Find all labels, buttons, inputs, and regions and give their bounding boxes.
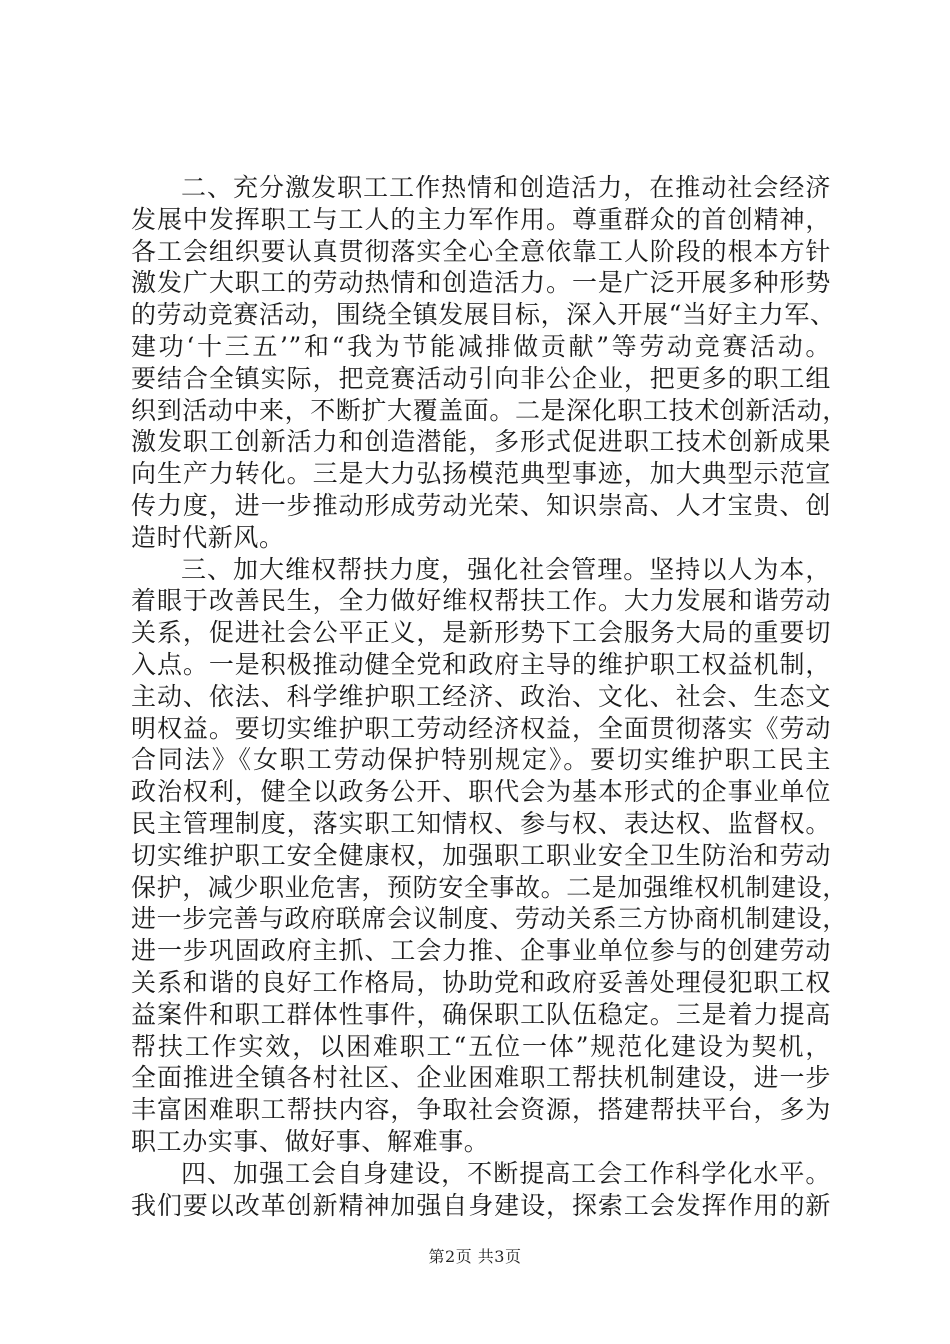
- text-line: 全面推进全镇各村社区、企业困难职工帮扶机制建设，进一步: [131, 1063, 831, 1093]
- text-line: 造时代新风。: [131, 522, 285, 552]
- text-line: 激发职工创新活力和创造潜能，多形式促进职工技术创新成果: [131, 427, 831, 457]
- text-line: 着眼于改善民生，全力做好维权帮扶工作。大力发展和谐劳动: [131, 586, 831, 616]
- text-line: 进一步巩固政府主抓、工会力推、企事业单位参与的创建劳动: [131, 936, 831, 966]
- text-line: 激发广大职工的劳动热情和创造活力。一是广泛开展多种形势: [131, 268, 831, 298]
- text-line: 益案件和职工群体性事件，确保职工队伍稳定。三是着力提高: [131, 999, 831, 1029]
- text-line: 民主管理制度，落实职工知情权、参与权、表达权、监督权。: [131, 808, 831, 838]
- paragraph-2: [131, 172, 848, 554]
- text-line: 发展中发挥职工与工人的主力军作用。尊重群众的首创精神，: [131, 204, 831, 234]
- text-line: 传力度，进一步推动形成劳动光荣、知识崇高、人才宝贵、创: [131, 490, 831, 520]
- text-line: 合同法》《女职工劳动保护特别规定》。要切实维护职工民主: [131, 745, 831, 775]
- text-line: 保护，减少职业危害，预防安全事故。二是加强维权机制建设，: [131, 872, 848, 902]
- text-line: 职工办实事、做好事、解难事。: [131, 1126, 490, 1156]
- page-number-footer: 第2页 共3页: [428, 1247, 522, 1266]
- text-line: 丰富困难职工帮扶内容，争取社会资源，搭建帮扶平台，多为: [131, 1095, 831, 1125]
- paragraph-4: [131, 1158, 831, 1222]
- text-line: 明权益。要切实维护职工劳动经济权益，全面贯彻落实《劳动: [131, 713, 831, 743]
- text-line: 向生产力转化。三是大力弘扬模范典型事迹，加大典型示范宣: [131, 459, 831, 489]
- text-line: 切实维护职工安全健康权，加强职工职业安全卫生防治和劳动: [131, 840, 831, 870]
- text-line: 帮扶工作实效，以困难职工“五位一体”规范化建设为契机，: [131, 1031, 831, 1061]
- text-line: 四、加强工会自身建设，不断提高工会工作科学化水平。: [181, 1158, 831, 1188]
- document-body: [131, 172, 848, 1221]
- text-line: 政治权利，健全以政务公开、职代会为基本形式的企事业单位: [131, 777, 831, 807]
- text-line: 要结合全镇实际，把竞赛活动引向非公企业，把更多的职工组: [131, 363, 831, 393]
- text-line: 进一步完善与政府联席会议制度、劳动关系三方协商机制建设，: [131, 904, 848, 934]
- text-line: 各工会组织要认真贯彻落实全心全意依靠工人阶段的根本方针: [131, 236, 831, 266]
- text-line: 二、充分激发职工工作热情和创造活力，在推动社会经济: [181, 173, 831, 202]
- text-line: 建功‘十三五’”和“我为节能减排做贡献”等劳动竞赛活动。: [131, 331, 831, 361]
- text-line: 入点。一是积极推动健全党和政府主导的维护职工权益机制，: [131, 649, 831, 679]
- text-line: 的劳动竞赛活动，围绕全镇发展目标，深入开展“当好主力军、: [131, 300, 836, 330]
- text-line: 三、加大维权帮扶力度，强化社会管理。坚持以人为本，: [181, 554, 831, 584]
- text-line: 主动、依法、科学维护职工经济、政治、文化、社会、生态文: [131, 681, 831, 711]
- text-line: 关系和谐的良好工作格局，协助党和政府妥善处理侵犯职工权: [131, 967, 831, 997]
- text-line: 我们要以改革创新精神加强自身建设，探索工会发挥作用的新: [131, 1190, 831, 1220]
- text-line: 关系，促进社会公平正义，是新形势下工会服务大局的重要切: [131, 618, 831, 648]
- text-line: 织到活动中来，不断扩大覆盖面。二是深化职工技术创新活动，: [131, 395, 848, 425]
- paragraph-3: [131, 554, 848, 1158]
